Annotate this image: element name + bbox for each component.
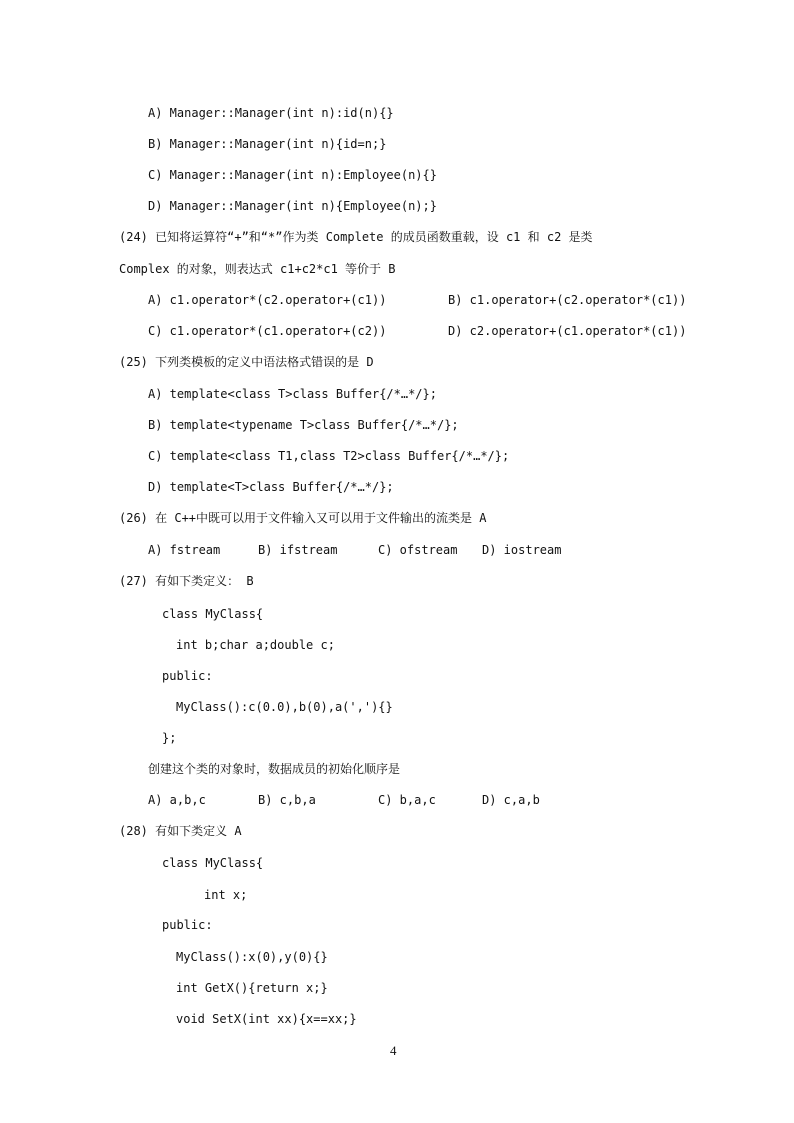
q27-option-c: C) b,a,c (378, 793, 436, 807)
q27-code-line3: public: (162, 669, 213, 683)
q24-option-c: C) c1.operator*(c1.operator+(c2)) (148, 324, 387, 338)
q23-option-a: A) Manager::Manager(int n):id(n){} (148, 106, 394, 120)
q27-option-b: B) c,b,a (258, 793, 316, 807)
q27-code-line4-body: {} (378, 700, 393, 714)
q28-code-line1: class MyClass{ (162, 856, 264, 870)
q27-code-line2: int b;char a;double c; (176, 638, 335, 652)
q26-option-c: C) ofstream (378, 543, 458, 557)
q25-option-b: B) template<typename T>class Buffer{/*…*/}; (148, 418, 459, 432)
q24-option-b: B) c1.operator+(c2.operator*(c1)) (448, 293, 687, 307)
q27-code-line4 (176, 699, 393, 715)
q27-code-line1: class MyClass{ (162, 607, 264, 621)
q28-code-line2: int x; (204, 888, 248, 902)
q26-option-b: B) ifstream (258, 543, 338, 557)
q25-option-c: C) template<class T1,class T2>class Buffer{/*…*/}; (148, 449, 510, 463)
q27-stem: (27) 有如下类定义： B (119, 574, 254, 588)
q27-option-a: A) a,b,c (148, 793, 206, 807)
q27-code-line4-text: MyClass():c(0.0),b(0),a(',') (176, 700, 379, 714)
q24-stem-line1: (24) 已知将运算符“+”和“*”作为类 Complete 的成员函数重载，设 c1 和 c2 是类 (119, 230, 593, 244)
q26-option-d: D) iostream (482, 543, 562, 557)
q25-option-a: A) template<class T>class Buffer{/*…*/}; (148, 387, 437, 401)
q24-option-d: D) c2.operator+(c1.operator*(c1)) (448, 324, 687, 338)
q28-code-line3: public: (162, 918, 213, 932)
q28-code-line6: void SetX(int xx){x==xx;} (176, 1012, 357, 1026)
q27-code-line5: }; (162, 731, 177, 745)
q28-code-line5: int GetX(){return x;} (176, 981, 328, 995)
page-number: 4 (390, 1043, 397, 1058)
q27-question: 创建这个类的对象时，数据成员的初始化顺序是 (148, 762, 401, 776)
q26-option-a: A) fstream (148, 543, 221, 557)
q25-stem: (25) 下列类模板的定义中语法格式错误的是 D (119, 355, 374, 369)
q25-option-d: D) template<T>class Buffer{/*…*/}; (148, 480, 394, 494)
q23-option-c: C) Manager::Manager(int n):Employee(n){} (148, 168, 437, 182)
q26-stem: (26) 在 C++中既可以用于文件输入又可以用于文件输出的流类是 A (119, 511, 487, 525)
q27-option-d: D) c,a,b (482, 793, 540, 807)
q24-option-a: A) c1.operator*(c2.operator+(c1)) (148, 293, 387, 307)
q28-code-line4: MyClass():x(0),y(0){} (176, 950, 328, 964)
q23-option-d: D) Manager::Manager(int n){Employee(n);} (148, 199, 437, 213)
q23-option-b: B) Manager::Manager(int n){id=n;} (148, 137, 387, 151)
q24-stem-line2: Complex 的对象，则表达式 c1+c2*c1 等价于 B (119, 262, 396, 276)
q28-stem: (28) 有如下类定义 A (119, 824, 242, 838)
